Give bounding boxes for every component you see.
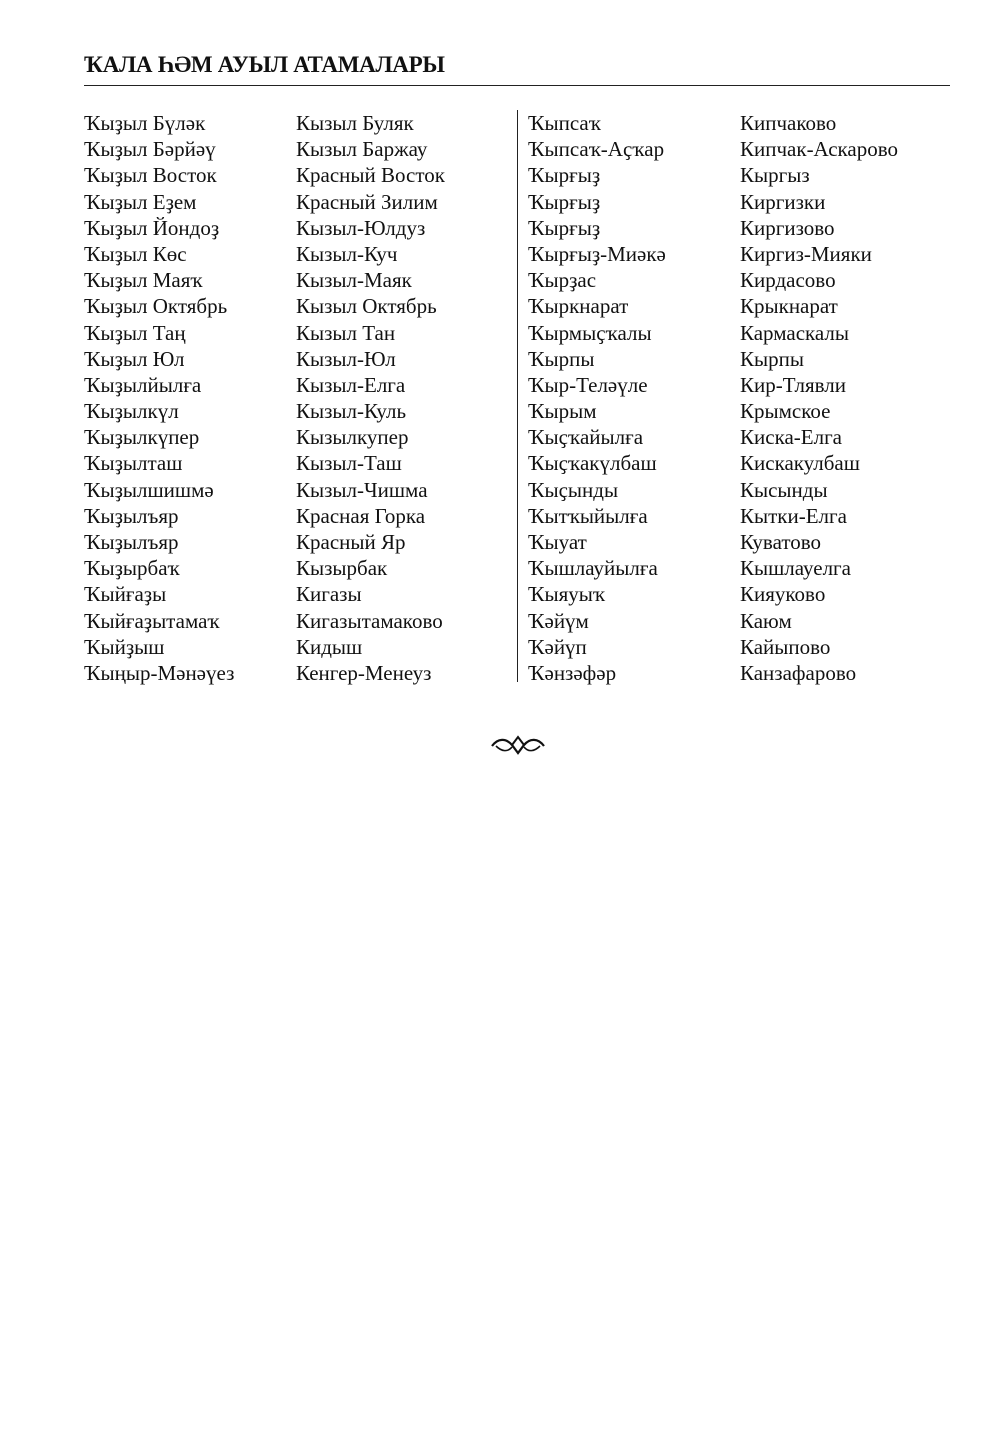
russian-name: Киргиз-Мияки: [740, 241, 872, 266]
bashkir-name: Ҡырғыҙ: [528, 215, 601, 240]
bashkir-name: Ҡыҙырбаҡ: [84, 556, 180, 581]
bashkir-name: Ҡыяуыҡ: [528, 582, 605, 607]
russian-name: Кызыл Октябрь: [296, 294, 437, 319]
entry-row: [84, 581, 514, 607]
russian-name: Кармаскалы: [740, 320, 849, 345]
entry-row: [518, 634, 958, 660]
bashkir-name: Ҡыркнарат: [528, 294, 629, 319]
entry-row: [84, 555, 514, 581]
russian-name: Кызылкупер: [296, 425, 409, 450]
russian-name: Кызыл Тан: [296, 320, 396, 345]
entry-row: [518, 529, 958, 555]
bashkir-name: Ҡырҙас: [528, 268, 597, 293]
bashkir-name: Ҡыҙыл Еҙем: [84, 189, 197, 214]
bashkir-name: Ҡыҙылшишмә: [84, 477, 214, 502]
russian-name: Кысынды: [740, 477, 828, 502]
russian-name: Кытки-Елга: [740, 503, 847, 528]
russian-name: Кискакулбаш: [740, 451, 860, 476]
bashkir-name: Ҡыҙылташ: [84, 451, 183, 476]
bashkir-name: Ҡәйүм: [528, 608, 589, 633]
bashkir-name: Ҡыуат: [528, 530, 587, 554]
entry-row: [84, 372, 514, 398]
russian-name: Кияуково: [740, 582, 826, 607]
russian-name: Кипчак-Аскарово: [740, 137, 899, 162]
bashkir-name: Ҡыҙылйылға: [84, 372, 202, 397]
entry-row: [84, 529, 514, 555]
russian-name: Кызыл-Куль: [296, 399, 407, 424]
russian-name: Крымское: [740, 399, 831, 424]
entry-row: [518, 136, 958, 162]
bashkir-name: Ҡыпсаҡ-Аҫҡар: [528, 137, 665, 162]
entry-row: [84, 215, 514, 241]
russian-name: Кидыш: [296, 634, 363, 659]
russian-name: Кипчаково: [740, 111, 837, 135]
entry-row: [84, 241, 514, 267]
entry-row: [518, 398, 958, 424]
bashkir-name: Ҡыҫынды: [528, 477, 619, 502]
russian-name: Крыкнарат: [740, 294, 838, 319]
bashkir-name: Ҡырғыҙ-Миәкә: [528, 241, 666, 266]
entry-row: [518, 162, 958, 188]
bashkir-name: Ҡыҫҡакүлбаш: [528, 451, 657, 476]
entry-row: [84, 398, 514, 424]
russian-name: Кызыл-Юлдуз: [296, 215, 426, 240]
russian-name: Кыргыз: [740, 163, 810, 188]
entry-row: [84, 503, 514, 529]
entry-row: [84, 608, 514, 634]
entry-row: [84, 110, 514, 136]
right-column-pair: [517, 110, 958, 685]
russian-name: Кызыл-Маяк: [296, 268, 412, 293]
bashkir-name: Ҡыйҙыш: [84, 634, 165, 659]
russian-name: Каюм: [740, 608, 792, 633]
bashkir-name: Ҡырғыҙ: [528, 163, 601, 188]
russian-name: Кызыл Буляк: [296, 111, 414, 135]
entry-row: [518, 660, 958, 686]
entry-row: [518, 555, 958, 581]
bashkir-name: Ҡыҙыл Көс: [84, 241, 187, 266]
bashkir-name: Ҡыҙыл Бәрйәү: [84, 137, 216, 162]
russian-name: Кызырбак: [296, 556, 388, 581]
russian-name: Кызыл-Чишма: [296, 477, 428, 502]
entry-row: [84, 136, 514, 162]
russian-name: Кирдасово: [740, 268, 836, 293]
russian-name: Красная Горка: [296, 503, 426, 528]
entry-row: [84, 267, 514, 293]
bashkir-name: Ҡыҙыл Йондоҙ: [84, 215, 220, 240]
entry-row: [518, 346, 958, 372]
bashkir-name: Ҡәйүп: [528, 634, 587, 659]
russian-name: Куватово: [740, 530, 822, 554]
russian-name: Красный Яр: [296, 530, 406, 554]
entry-row: [84, 424, 514, 450]
bashkir-name: Ҡыҙыл Октябрь: [84, 294, 228, 319]
bashkir-name: Ҡыҙылъяр: [84, 530, 179, 554]
bashkir-name: Ҡытҡыйылға: [528, 503, 648, 528]
bashkir-name: Ҡыр-Теләүле: [528, 372, 648, 397]
russian-name: Кенгер-Менеуз: [296, 660, 432, 685]
entry-row: [518, 110, 958, 136]
entry-row: [518, 608, 958, 634]
entry-row: [518, 372, 958, 398]
entry-row: [84, 634, 514, 660]
entry-row: [518, 241, 958, 267]
entry-row: [518, 215, 958, 241]
page-title: ҠАЛА ҺӘМ АУЫЛ АТАМАЛАРЫ: [84, 52, 445, 77]
russian-name: Киргизово: [740, 215, 835, 240]
entry-row: [84, 346, 514, 372]
entry-row: [84, 450, 514, 476]
entry-row: [518, 477, 958, 503]
entry-row: [518, 424, 958, 450]
russian-name: Красный Зилим: [296, 189, 438, 214]
entry-row: [518, 267, 958, 293]
russian-name: Кигазы: [296, 582, 362, 607]
bashkir-name: Ҡәнзәфәр: [528, 660, 617, 685]
bashkir-name: Ҡырмыҫҡалы: [528, 320, 652, 345]
russian-name: Кызыл-Куч: [296, 241, 398, 266]
russian-name: Киргизки: [740, 189, 826, 214]
bashkir-name: Ҡыңыр-Мәнәүез: [84, 660, 235, 685]
russian-name: Кигазытамаково: [296, 608, 443, 633]
bashkir-name: Ҡырым: [528, 399, 597, 424]
entry-row: [84, 189, 514, 215]
russian-name: Кырпы: [740, 346, 804, 371]
bashkir-name: Ҡыҙыл Восток: [84, 163, 217, 188]
entry-row: [84, 477, 514, 503]
bashkir-name: Ҡыҙылкүл: [84, 399, 179, 424]
entry-row: [518, 581, 958, 607]
left-column-pair: [84, 110, 514, 686]
russian-name: Канзафарово: [740, 660, 857, 685]
russian-name: Кызыл-Елга: [296, 372, 406, 397]
entry-row: [84, 320, 514, 346]
bashkir-name: Ҡыҙылъяр: [84, 503, 179, 528]
bashkir-name: Ҡыҙылкүпер: [84, 425, 200, 450]
bashkir-name: Ҡыпсаҡ: [528, 111, 601, 135]
bashkir-name: Ҡыҙыл Бүләк: [84, 111, 206, 135]
entry-row: [518, 450, 958, 476]
scroll-ornament-icon: [490, 733, 546, 757]
entry-row: [518, 503, 958, 529]
bashkir-name: Ҡырпы: [528, 346, 595, 371]
entry-row: [84, 162, 514, 188]
entry-row: [518, 189, 958, 215]
russian-name: Киска-Елга: [740, 425, 843, 450]
bashkir-name: Ҡырғыҙ: [528, 189, 601, 214]
bashkir-name: Ҡыҙыл Юл: [84, 346, 185, 371]
russian-name: Красный Восток: [296, 163, 445, 188]
russian-name: Кызыл-Таш: [296, 451, 402, 476]
russian-name: Кызыл Баржау: [296, 137, 428, 162]
russian-name: Кызыл-Юл: [296, 346, 396, 371]
entry-row: [84, 293, 514, 319]
bashkir-name: Ҡыйғаҙытамаҡ: [84, 608, 220, 633]
bashkir-name: Ҡыйғаҙы: [84, 582, 167, 607]
entry-row: [518, 320, 958, 346]
entry-row: [84, 660, 514, 686]
bashkir-name: Ҡыҫҡайылға: [528, 425, 644, 450]
bashkir-name: Ҡышлауйылға: [528, 556, 658, 581]
bashkir-name: Ҡыҙыл Маяҡ: [84, 268, 203, 293]
bashkir-name: Ҡыҙыл Таң: [84, 320, 186, 345]
russian-name: Кайыпово: [740, 634, 831, 659]
entry-row: [518, 293, 958, 319]
page-header: [84, 52, 950, 86]
russian-name: Кир-Тлявли: [740, 372, 847, 397]
russian-name: Кышлауелга: [740, 556, 851, 581]
